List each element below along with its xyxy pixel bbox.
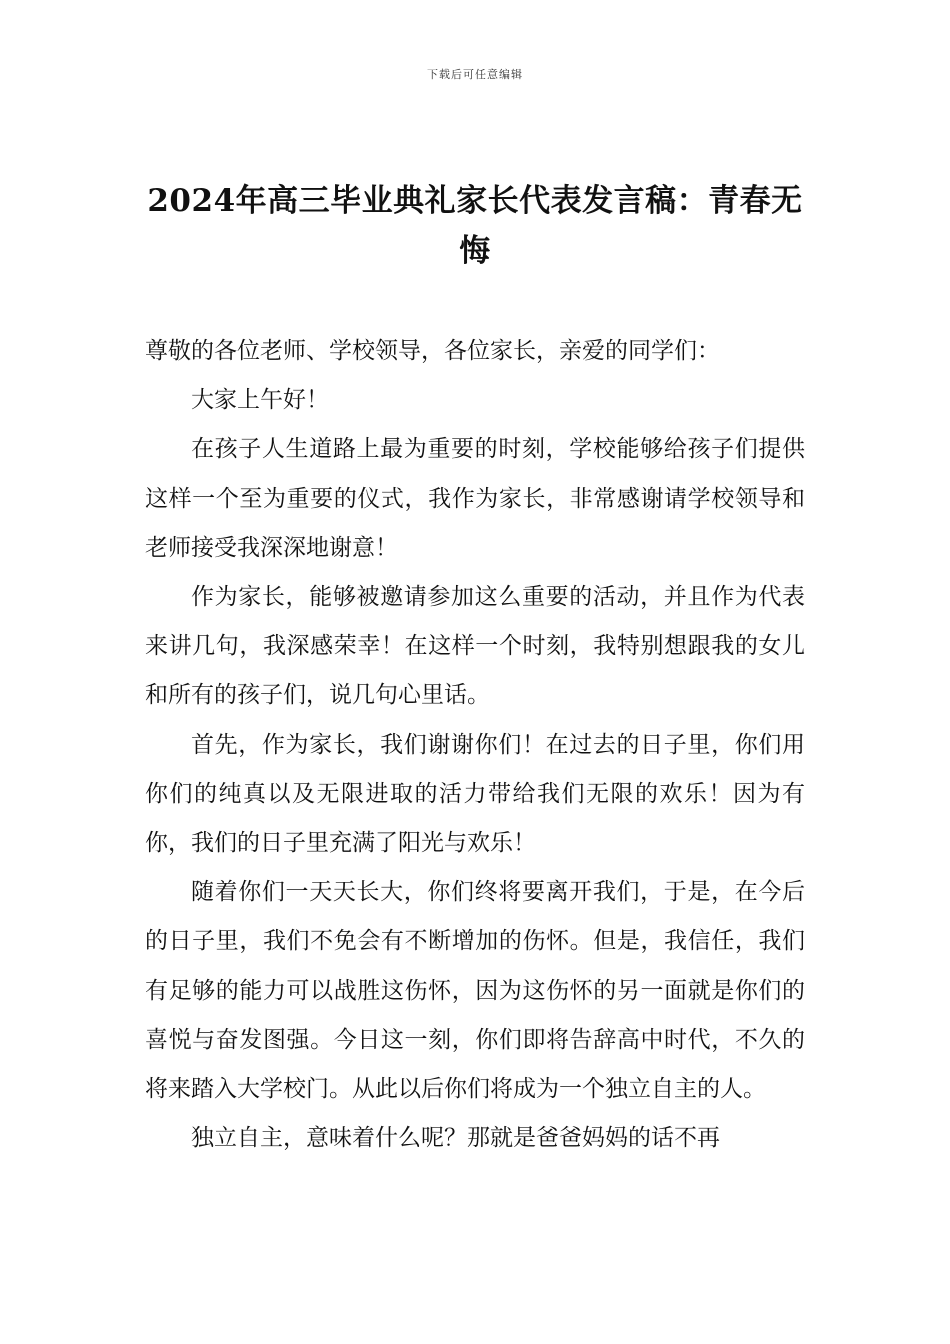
- paragraph: 首先，作为家长，我们谢谢你们！在过去的日子里，你们用你们的纯真以及无限进取的活力带给我们无限的欢乐！因为有你，我们的日子里充满了阳光与欢乐！: [145, 731, 805, 857]
- salutation: 尊敬的各位老师、学校领导，各位家长，亲爱的同学们：: [145, 338, 720, 364]
- paragraph: 大家上午好！: [191, 387, 329, 414]
- paragraph: 独立自主，意味着什么呢？那就是爸爸妈妈的话不再: [191, 1125, 720, 1152]
- paragraph: 随着你们一天天长大，你们终将要离开我们，于是，在今后的日子里，我们不免会有不断增加的伤怀。但是，我信任，我们有足够的能力可以战胜这伤怀，因为这伤怀的另一面就是你们的喜悦与奋发图强。今日这一刻，你们即将告辞高中时代，不久的将来踏入大学校门。从此以后你们将成为一个独立自主的人。: [145, 879, 805, 1103]
- paragraph: 作为家长，能够被邀请参加这么重要的活动，并且作为代表来讲几句，我深感荣幸！在这样一个时刻，我特别想跟我的女儿和所有的孩子们，说几句心里话。: [145, 584, 805, 709]
- header-note: 下载后可任意编辑: [427, 68, 523, 81]
- document-title: 2024年高三毕业典礼家长代表发言稿：青春无悔: [147, 183, 803, 269]
- paragraph: 在孩子人生道路上最为重要的时刻，学校能够给孩子们提供这样一个至为重要的仪式，我作为家长，非常感谢请学校领导和老师接受我深深地谢意！: [145, 436, 805, 561]
- document-body: [145, 327, 805, 1163]
